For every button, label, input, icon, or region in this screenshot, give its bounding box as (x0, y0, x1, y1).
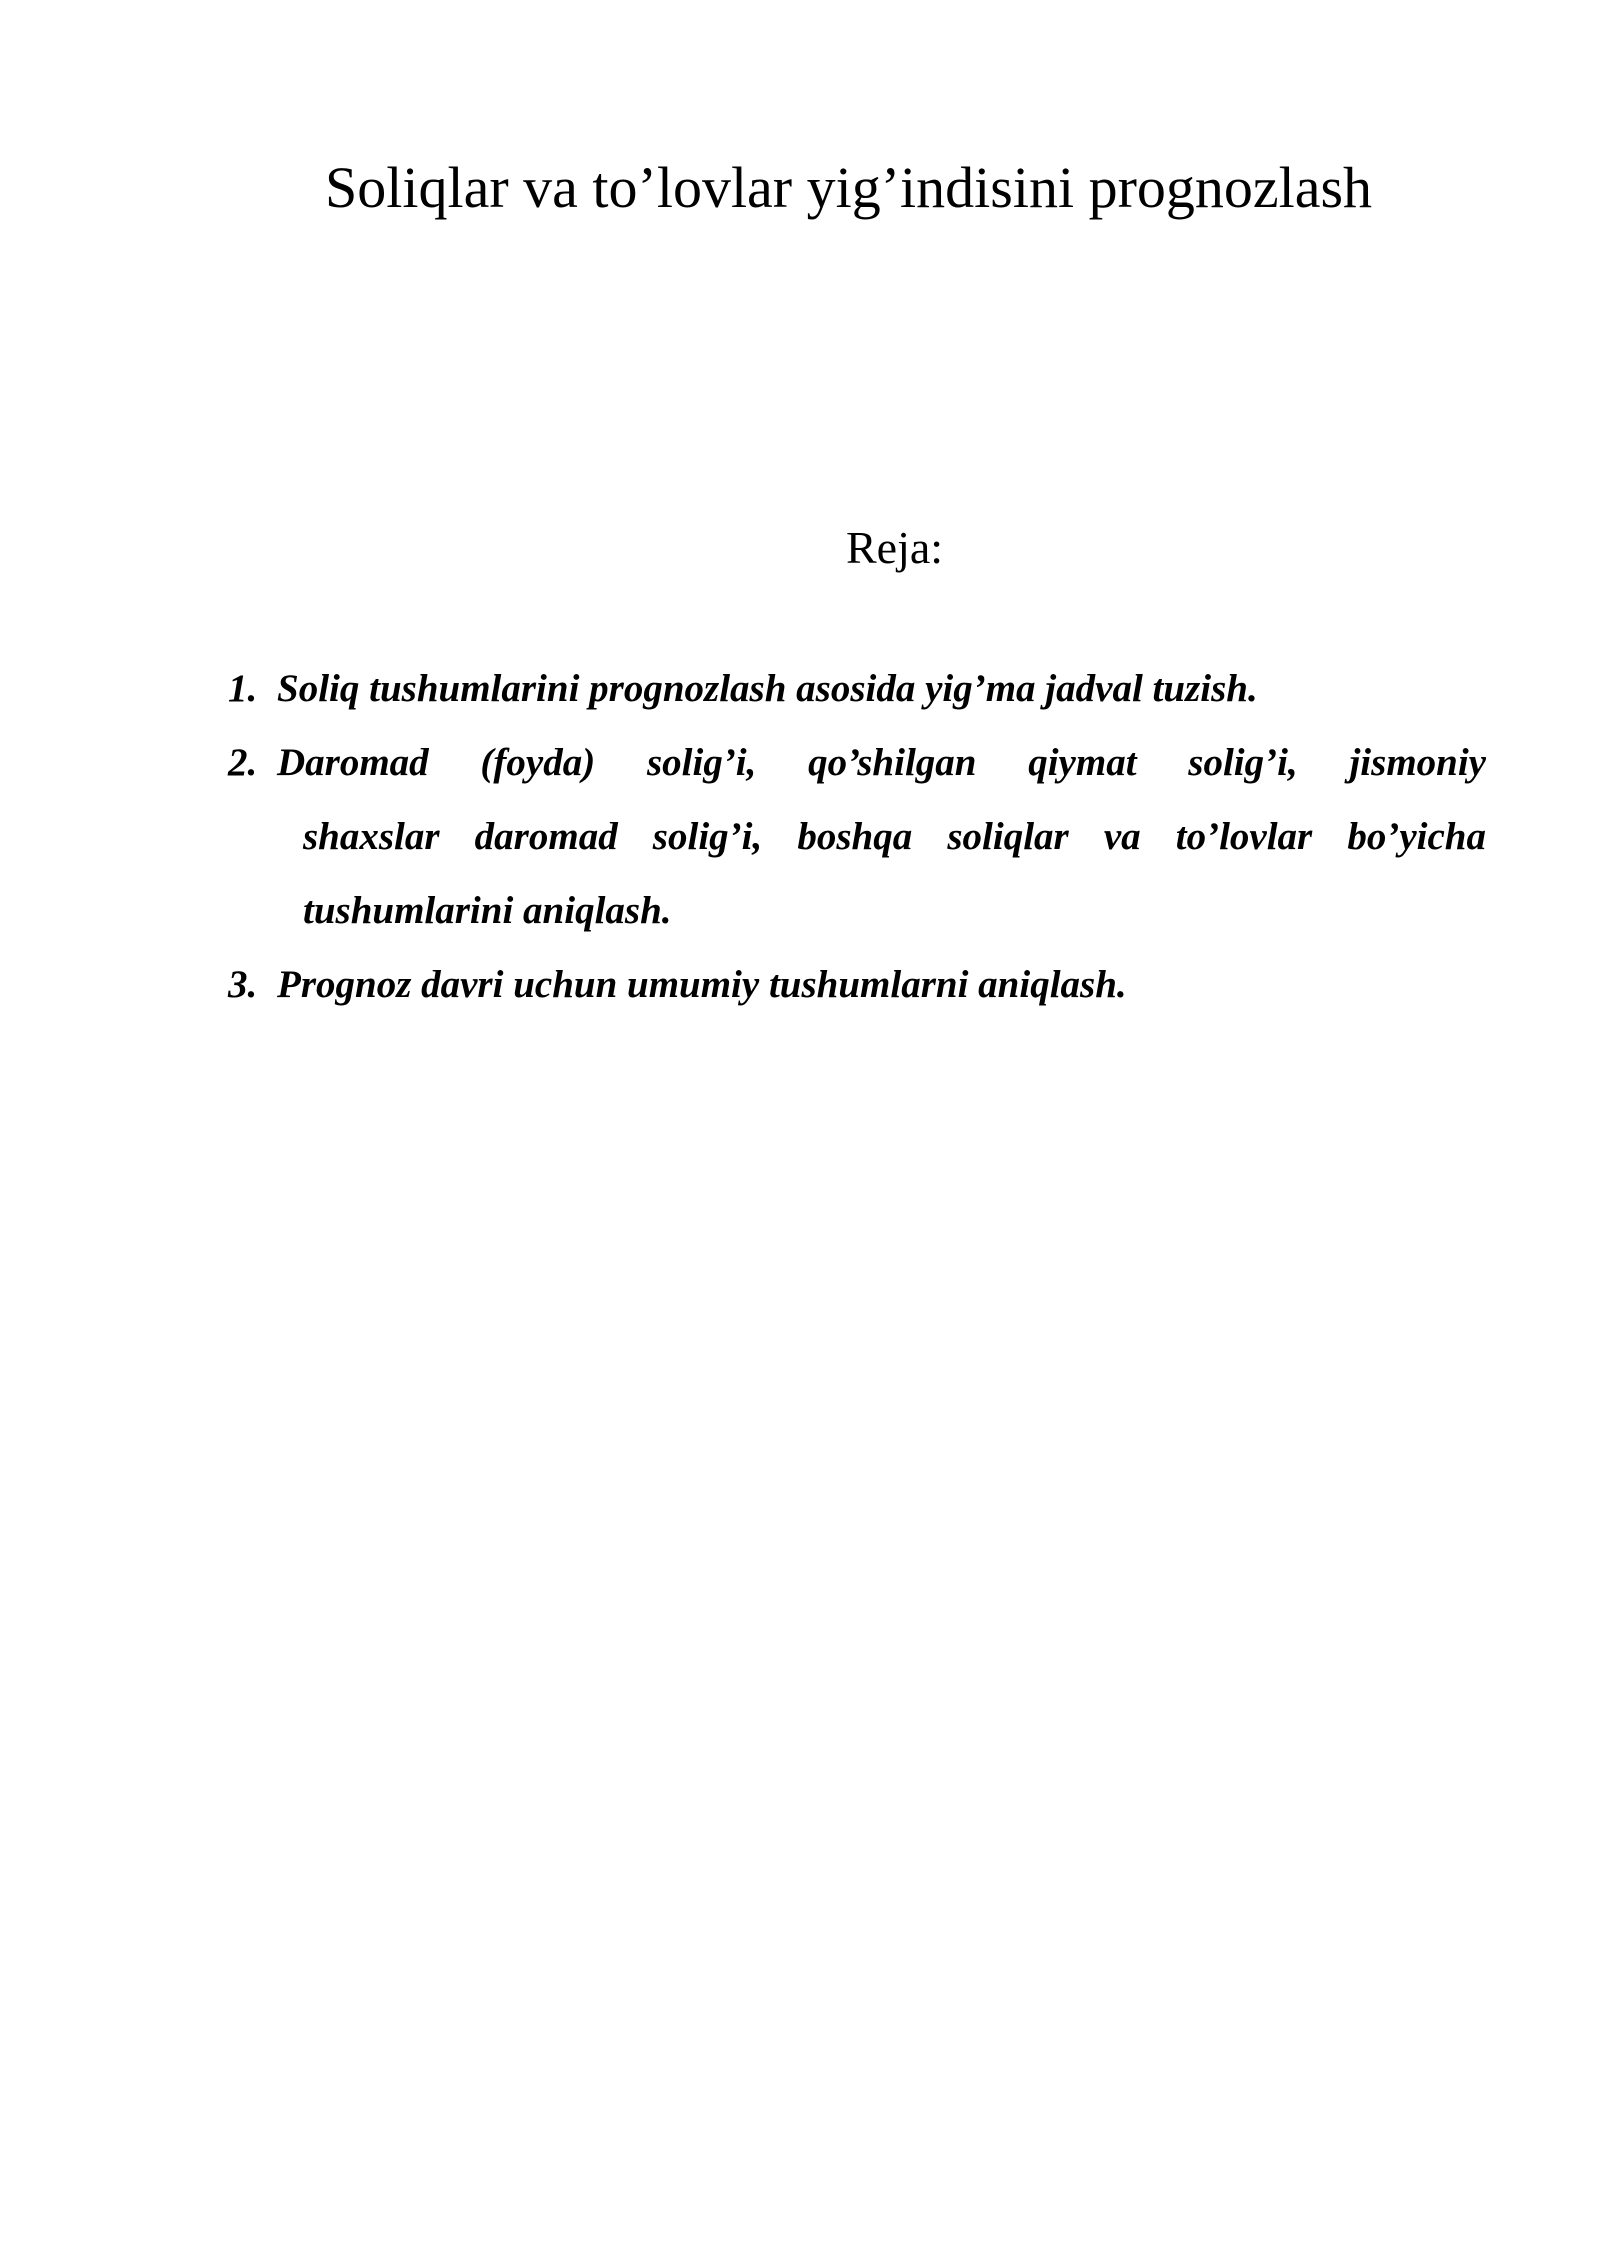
plan-item-3 (228, 948, 1486, 1022)
plan-item-continuation (277, 800, 1486, 948)
plan-item-text: Prognoz davri uchun umumiy tushumlarni aniqlash. (277, 963, 1127, 1006)
plan-item-number: 3. (228, 963, 258, 1006)
plan-item-1 (228, 652, 1486, 726)
plan-item-text (277, 726, 1486, 948)
document-title: Soliqlar va to’lovlar yig’indisini prognozlash (325, 155, 1373, 220)
plan-item-text-line: shaxslar daromad solig’i, boshqa soliqlar va to’lovlar bo’yicha (303, 815, 1486, 858)
plan-item-number: 1. (228, 667, 258, 710)
plan-item-2 (228, 726, 1486, 948)
plan-item-text: Soliq tushumlarini prognozlash asosida yig’ma jadval tuzish. (277, 667, 1258, 710)
plan-heading: Reja: (846, 522, 944, 573)
plan-list (228, 652, 1486, 1022)
plan-item-number: 2. (228, 741, 258, 784)
plan-item-text-line: Daromad (foyda) solig’i, qo’shilgan qiymat solig’i, jismoniy (277, 741, 1486, 784)
plan-item-text-line: tushumlarini aniqlash. (303, 889, 672, 932)
